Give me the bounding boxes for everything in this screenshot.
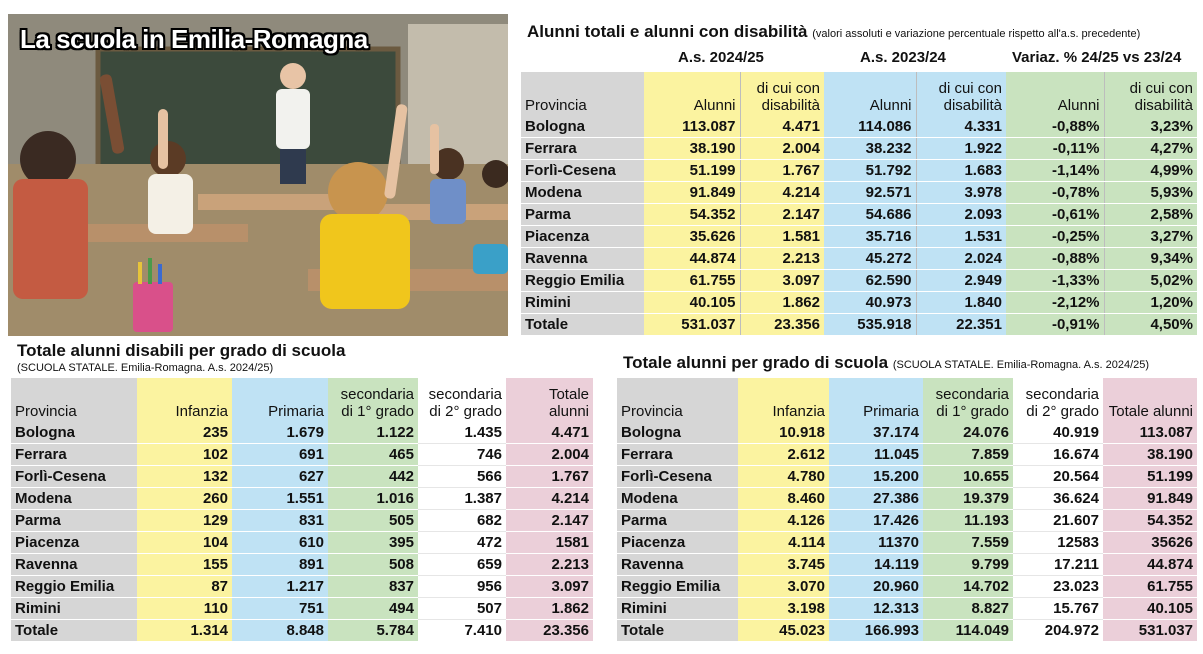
table-cell: 61.755 [1103,576,1197,598]
t2-h-sec1: secondaria di 1° grado [328,378,418,422]
table-cell: 15.767 [1013,598,1103,620]
t1-title [527,22,1140,42]
table-cell: 20.564 [1013,466,1103,488]
table-cell: 3,27% [1104,226,1197,248]
table-row [11,444,593,466]
row-label: Forlì-Cesena [521,160,644,182]
table-row [11,488,593,510]
table-cell: 9,34% [1104,248,1197,270]
table-cell: 36.624 [1013,488,1103,510]
t3-h-sec2: secondaria di 2° grado [1013,378,1103,422]
row-label: Parma [11,510,137,532]
table-cell: 2.949 [916,270,1006,292]
table-cell: 1.840 [916,292,1006,314]
table-cell: 45.272 [824,248,916,270]
t1-group-2023: A.s. 2023/24 [860,49,946,66]
table-cell: 14.702 [923,576,1013,598]
table-cell: -2,12% [1006,292,1104,314]
table-cell: 1.683 [916,160,1006,182]
table-cell: 746 [418,444,506,466]
table-cell: 20.960 [829,576,923,598]
table-row [11,532,593,554]
table-cell: 40.919 [1013,422,1103,444]
t1-subtitle: (valori assoluti e variazione percentuale rispetto all'a.s. precedente) [812,28,1141,40]
t3-h-primaria: Primaria [829,378,923,422]
t1-h-disab-2024: di cui con disabilità [740,72,824,116]
table-cell: 11370 [829,532,923,554]
table-cell: 3.070 [738,576,829,598]
table-cell: 23.023 [1013,576,1103,598]
table-cell: 4.780 [738,466,829,488]
table-cell: 51.199 [1103,466,1197,488]
row-label: Ravenna [521,248,644,270]
table-cell: 610 [232,532,328,554]
row-label: Forlì-Cesena [617,466,738,488]
table-cell: 104 [137,532,232,554]
t1-group-2024: A.s. 2024/25 [678,49,764,66]
t2-h-provincia: Provincia [11,378,137,422]
t2-h-primaria: Primaria [232,378,328,422]
table-cell: 54.352 [1103,510,1197,532]
table-cell: 1.122 [328,422,418,444]
table-cell: 494 [328,598,418,620]
table-cell: 2.024 [916,248,1006,270]
table-cell: 15.200 [829,466,923,488]
row-label: Rimini [11,598,137,620]
table-cell: 531.037 [1103,620,1197,642]
table-cell: 92.571 [824,182,916,204]
t2-h-sec2: secondaria di 2° grado [418,378,506,422]
table-row [521,292,1197,314]
table-row [521,138,1197,160]
table-row [521,182,1197,204]
table-cell: 2.004 [740,138,824,160]
table-cell: 3,23% [1104,116,1197,138]
table-cell: 14.119 [829,554,923,576]
table-cell: 5,93% [1104,182,1197,204]
table-cell: 44.874 [644,248,740,270]
table-cell: 166.993 [829,620,923,642]
table-cell: 12.313 [829,598,923,620]
row-label: Piacenza [11,532,137,554]
row-label: Bologna [617,422,738,444]
table-cell: 627 [232,466,328,488]
table-cell: 1.862 [740,292,824,314]
table-cell: 155 [137,554,232,576]
table-cell: 37.174 [829,422,923,444]
table-cell: 235 [137,422,232,444]
table-cell: 4.126 [738,510,829,532]
table-cell: 691 [232,444,328,466]
table-cell: 1.581 [740,226,824,248]
table-cell: 5,02% [1104,270,1197,292]
t1-table [521,72,1197,335]
table-cell: 2.147 [506,510,593,532]
row-label: Rimini [521,292,644,314]
table-cell: 1581 [506,532,593,554]
table-row [617,488,1197,510]
table-cell: 442 [328,466,418,488]
table-cell: 11.193 [923,510,1013,532]
table-cell: 395 [328,532,418,554]
table-cell: 956 [418,576,506,598]
row-label: Reggio Emilia [617,576,738,598]
row-label: Ferrara [617,444,738,466]
table-cell: 3.097 [506,576,593,598]
table-cell: 110 [137,598,232,620]
t1-h-var-alunni: Alunni [1006,72,1104,116]
table-row [521,204,1197,226]
table-cell: 19.379 [923,488,1013,510]
table-row [617,422,1197,444]
table-cell: 54.686 [824,204,916,226]
table-cell: 16.674 [1013,444,1103,466]
table-cell: -1,33% [1006,270,1104,292]
table-cell: 1.767 [506,466,593,488]
table-cell: 114.086 [824,116,916,138]
classroom-photo [8,14,508,336]
table-cell: 62.590 [824,270,916,292]
t3-title [623,353,1149,373]
table-cell: 4.214 [506,488,593,510]
t3-subtitle: (SCUOLA STATALE. Emilia-Romagna. A.s. 2024/25) [892,359,1150,371]
table-cell: 132 [137,466,232,488]
table-cell: 535.918 [824,314,916,336]
table-cell: 12583 [1013,532,1103,554]
table-cell: 2.093 [916,204,1006,226]
table-row [521,116,1197,138]
table-cell: 27.386 [829,488,923,510]
photo-title: La scuola in Emilia-Romagna [20,24,368,54]
table-cell: 1.767 [740,160,824,182]
table-row [617,444,1197,466]
table-row [521,270,1197,292]
table-cell: 837 [328,576,418,598]
table-cell: 2,58% [1104,204,1197,226]
table-cell: 35626 [1103,532,1197,554]
t1-title-text: Alunni totali e alunni con disabilità [527,22,808,41]
table-cell: 465 [328,444,418,466]
table-cell: 23.356 [506,620,593,642]
row-label: Reggio Emilia [521,270,644,292]
table-cell: 51.792 [824,160,916,182]
table-cell: 1.862 [506,598,593,620]
table-cell: 35.626 [644,226,740,248]
t1-h-disab-2023: di cui con disabilità [916,72,1006,116]
table-row [11,466,593,488]
row-label: Bologna [11,422,137,444]
table-cell: 113.087 [1103,422,1197,444]
table-cell: 24.076 [923,422,1013,444]
table-row [617,554,1197,576]
t3-h-infanzia: Infanzia [738,378,829,422]
t2-table [11,378,593,641]
table-cell: 505 [328,510,418,532]
row-label: Ferrara [11,444,137,466]
table-cell: 114.049 [923,620,1013,642]
table-cell: -1,14% [1006,160,1104,182]
t3-h-provincia: Provincia [617,378,738,422]
table-cell: -0,61% [1006,204,1104,226]
table-cell: 129 [137,510,232,532]
table-row [617,532,1197,554]
table-cell: 22.351 [916,314,1006,336]
table-cell: 3.978 [916,182,1006,204]
table-cell: 508 [328,554,418,576]
table-cell: 682 [418,510,506,532]
table-row [11,554,593,576]
table-row [521,160,1197,182]
table-cell: 40.105 [644,292,740,314]
t3-h-totale: Totale alunni [1103,378,1197,422]
row-label: Bologna [521,116,644,138]
table-cell: -0,25% [1006,226,1104,248]
row-label: Parma [617,510,738,532]
table-cell: 61.755 [644,270,740,292]
table-row [11,576,593,598]
row-label: Rimini [617,598,738,620]
table-cell: 2.147 [740,204,824,226]
table-cell: -0,88% [1006,116,1104,138]
table-row [11,510,593,532]
t2-body [11,422,593,641]
table-cell: -0,88% [1006,248,1104,270]
table-cell: 4,50% [1104,314,1197,336]
row-label: Ravenna [617,554,738,576]
table-row [617,598,1197,620]
table-cell: 87 [137,576,232,598]
t1-body [521,116,1197,335]
table-cell: 17.211 [1013,554,1103,576]
table-cell: 10.655 [923,466,1013,488]
table-cell: 8.827 [923,598,1013,620]
table-cell: 113.087 [644,116,740,138]
table-cell: 91.849 [1103,488,1197,510]
row-label: Modena [521,182,644,204]
table-row [617,620,1197,642]
row-label: Piacenza [617,532,738,554]
table-cell: 45.023 [738,620,829,642]
table-cell: 1.016 [328,488,418,510]
table-cell: 51.199 [644,160,740,182]
table-cell: 23.356 [740,314,824,336]
table-cell: 4.471 [506,422,593,444]
table-cell: 40.973 [824,292,916,314]
table-cell: 10.918 [738,422,829,444]
table-cell: 1.314 [137,620,232,642]
table-row [521,248,1197,270]
table-cell: 44.874 [1103,554,1197,576]
table-cell: 8.460 [738,488,829,510]
row-label: Totale [521,314,644,336]
t2-h-infanzia: Infanzia [137,378,232,422]
t3-title-text: Totale alunni per grado di scuola [623,353,889,372]
row-label: Ferrara [521,138,644,160]
row-label: Ravenna [11,554,137,576]
t2-h-totale: Totale alunni [506,378,593,422]
t1-h-alunni-2023: Alunni [824,72,916,116]
table-cell: 204.972 [1013,620,1103,642]
t3-table [617,378,1197,641]
table-cell: 3.198 [738,598,829,620]
table-cell: 4,27% [1104,138,1197,160]
row-label: Piacenza [521,226,644,248]
table-cell: 3.097 [740,270,824,292]
table-row [11,620,593,642]
table-cell: 7.410 [418,620,506,642]
t1-h-alunni-2024: Alunni [644,72,740,116]
row-label: Totale [617,620,738,642]
table-cell: 1.435 [418,422,506,444]
table-row [617,510,1197,532]
table-cell: 4.471 [740,116,824,138]
table-cell: 1.679 [232,422,328,444]
t2-subtitle: (SCUOLA STATALE. Emilia-Romagna. A.s. 2024/25) [17,362,274,374]
table-cell: 21.607 [1013,510,1103,532]
table-row [617,466,1197,488]
table-cell: 531.037 [644,314,740,336]
table-cell: 3.745 [738,554,829,576]
table-cell: 11.045 [829,444,923,466]
table-row [11,422,593,444]
classroom-illustration [8,14,508,336]
table-cell: 1.922 [916,138,1006,160]
t2-title: Totale alunni disabili per grado di scuola [17,341,346,360]
table-cell: 17.426 [829,510,923,532]
table-cell: 1.551 [232,488,328,510]
table-cell: 9.799 [923,554,1013,576]
table-cell: 1,20% [1104,292,1197,314]
t3-h-sec1: secondaria di 1° grado [923,378,1013,422]
row-label: Reggio Emilia [11,576,137,598]
table-cell: 91.849 [644,182,740,204]
table-cell: 35.716 [824,226,916,248]
table-cell: 1.387 [418,488,506,510]
table-cell: 38.190 [644,138,740,160]
row-label: Parma [521,204,644,226]
table-cell: 831 [232,510,328,532]
table-cell: 1.531 [916,226,1006,248]
table-cell: 891 [232,554,328,576]
table-cell: 566 [418,466,506,488]
table-cell: 8.848 [232,620,328,642]
row-label: Modena [617,488,738,510]
table-row [617,576,1197,598]
table-cell: 7.859 [923,444,1013,466]
t1-group-variation: Variaz. % 24/25 vs 23/24 [1012,49,1182,66]
table-cell: 1.217 [232,576,328,598]
table-cell: 260 [137,488,232,510]
table-cell: 5.784 [328,620,418,642]
table-cell: 2.004 [506,444,593,466]
table-cell: 40.105 [1103,598,1197,620]
table-row [521,314,1197,336]
table-cell: -0,78% [1006,182,1104,204]
table-cell: 2.612 [738,444,829,466]
t1-h-var-disab: di cui con disabilità [1104,72,1197,116]
table-cell: 751 [232,598,328,620]
row-label: Modena [11,488,137,510]
table-cell: 4.114 [738,532,829,554]
table-row [521,226,1197,248]
table-cell: 472 [418,532,506,554]
table-row [11,598,593,620]
table-cell: 7.559 [923,532,1013,554]
table-cell: 2.213 [740,248,824,270]
table-cell: -0,91% [1006,314,1104,336]
t3-body [617,422,1197,641]
t1-h-provincia: Provincia [521,72,644,116]
table-cell: 507 [418,598,506,620]
table-cell: 102 [137,444,232,466]
table-cell: 4.214 [740,182,824,204]
table-cell: 54.352 [644,204,740,226]
row-label: Totale [11,620,137,642]
table-cell: 4,99% [1104,160,1197,182]
table-cell: 38.232 [824,138,916,160]
table-cell: 2.213 [506,554,593,576]
table-cell: 659 [418,554,506,576]
row-label: Forlì-Cesena [11,466,137,488]
table-cell: 4.331 [916,116,1006,138]
table-cell: -0,11% [1006,138,1104,160]
table-cell: 38.190 [1103,444,1197,466]
